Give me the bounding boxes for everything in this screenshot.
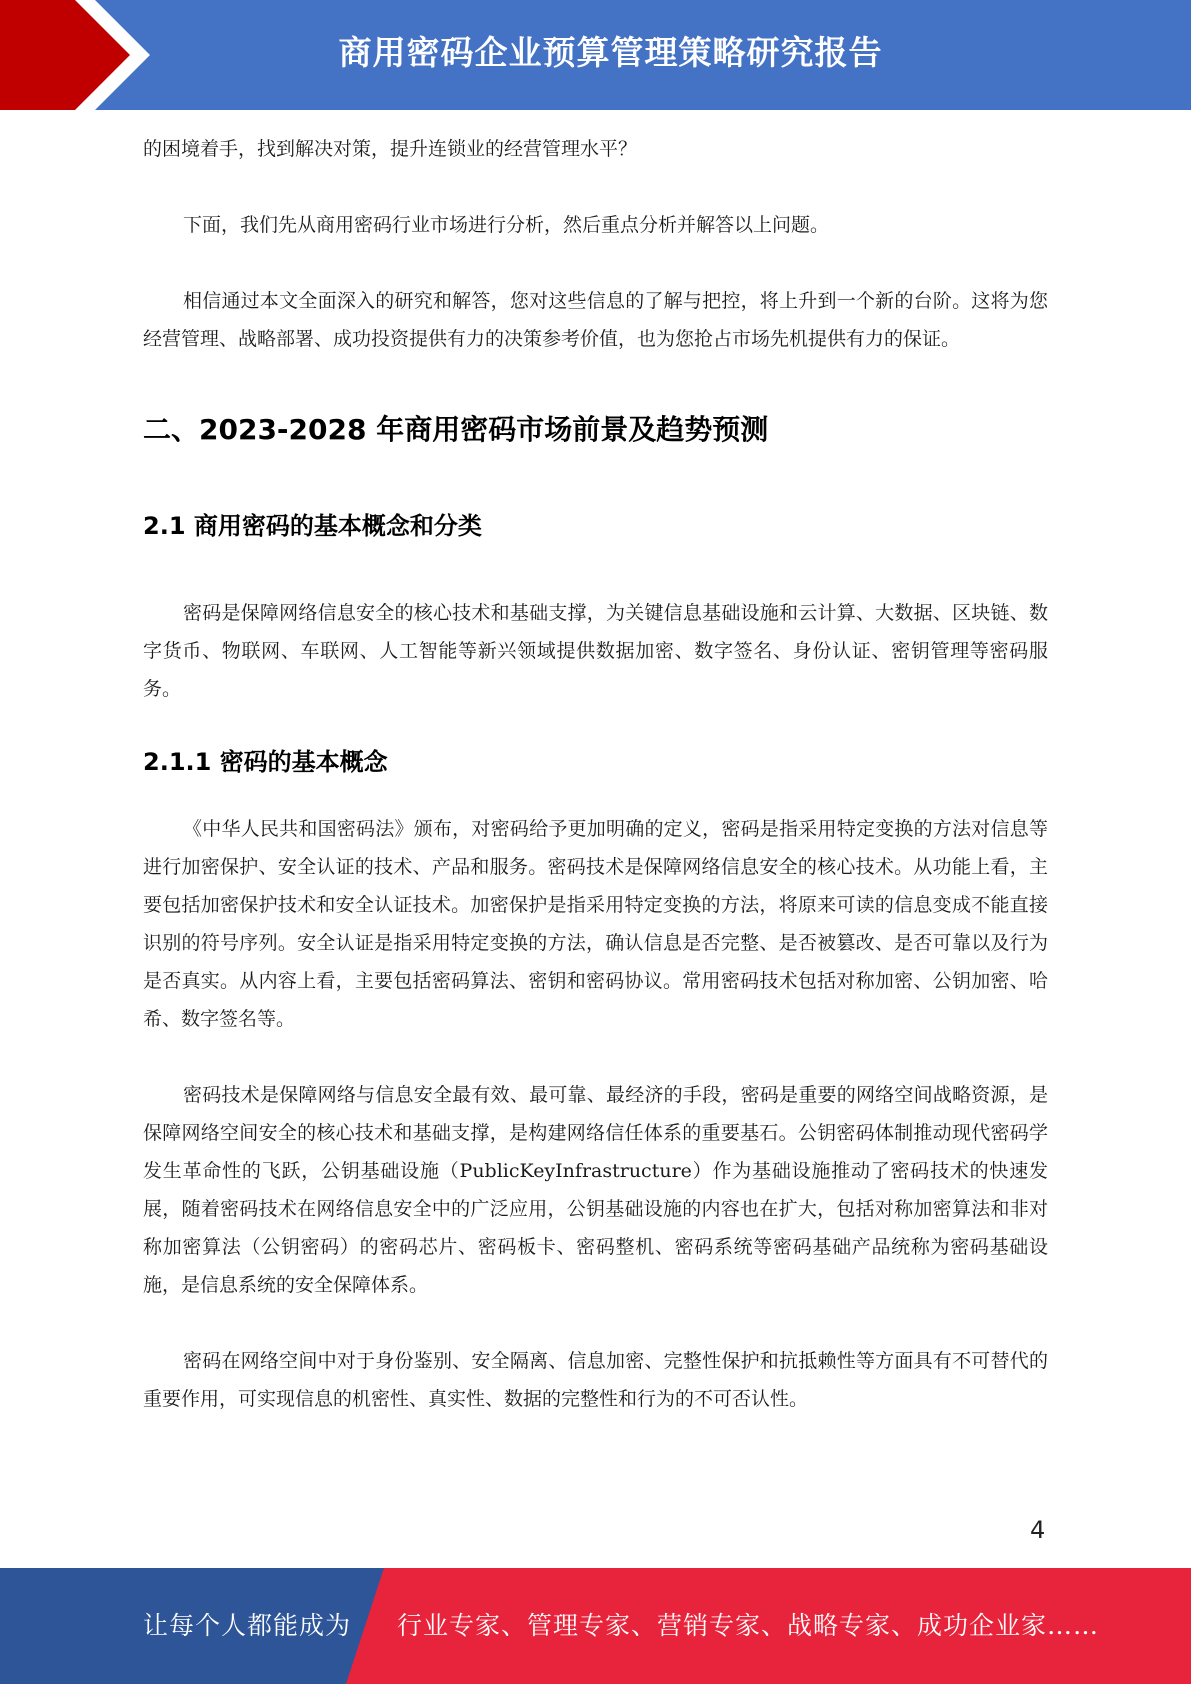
paragraph-cipher-role: 密码在网络空间中对于身份鉴别、安全隔离、信息加密、完整性保护和抗抵赖性等方面具有不可替代的重要作用，可实现信息的机密性、真实性、数据的完整性和行为的不可否认性。: [143, 1350, 1048, 1410]
paragraph-intro-value: 相信通过本文全面深入的研究和解答，您对这些信息的了解与把控，将上升到一个新的台阶。这将为您经营管理、战略部署、成功投资提供有力的决策参考价值，也为您抢占市场先机提供有力的保证。: [143, 290, 1048, 350]
paragraph-cipher-definition: 密码是保障网络信息安全的核心技术和基础支撑，为关键信息基础设施和云计算、大数据、区块链、数字货币、物联网、车联网、人工智能等新兴领域提供数据加密、数字签名、身份认证、密钥管理等密码服务。: [143, 602, 1048, 700]
section-heading: 二、2023-2028 年商用密码市场前景及趋势预测: [143, 413, 769, 446]
footer-slogan-left: 让每个人都能成为: [143, 1611, 352, 1640]
subsection-heading-2-1: 2.1 商用密码的基本概念和分类: [143, 512, 482, 540]
subsection-heading-2-1-1: 2.1.1 密码的基本概念: [143, 748, 388, 776]
footer-slogan-right: 行业专家、管理专家、营销专家、战略专家、成功企业家……: [397, 1611, 1100, 1640]
paragraph-continuation: 的困境着手，找到解决对策，提升连锁业的经营管理水平？: [143, 138, 638, 160]
header-banner: [0, 0, 1191, 110]
document-title: 商用密码企业预算管理策略研究报告: [338, 33, 883, 72]
paragraph-cipher-technology: 密码技术是保障网络与信息安全最有效、最可靠、最经济的手段，密码是重要的网络空间战略资源，是保障网络空间安全的核心技术和基础支撑，是构建网络信任体系的重要基石。公钥密码体制推动现代密码学发生革命性的飞跃，公钥基础设施（PublicKeyInfrastructure）作为基础设施推动了密码技术的快速发展，随着密码技术在网络信息安全中的广泛应用，公钥基础设施的内容也在扩大，包括对称加密算法和非对称加密算法（公钥密码）的密码芯片、密码板卡、密码整机、密码系统等密码基础产品统称为密码基础设施，是信息系统的安全保障体系。: [143, 1084, 1048, 1296]
paragraph-intro-analysis: 下面，我们先从商用密码行业市场进行分析，然后重点分析并解答以上问题。: [183, 214, 830, 236]
paragraph-cipher-law: 《中华人民共和国密码法》颁布，对密码给予更加明确的定义，密码是指采用特定变换的方法对信息等进行加密保护、安全认证的技术、产品和服务。密码技术是保障网络信息安全的核心技术。从功能上看，主要包括加密保护技术和安全认证技术。加密保护是指采用特定变换的方法，将原来可读的信息变成不能直接识别的符号序列。安全认证是指采用特定变换的方法，确认信息是否完整、是否被篡改、是否可靠以及行为是否真实。从内容上看，主要包括密码算法、密钥和密码协议。常用密码技术包括对称加密、公钥加密、哈希、数字签名等。: [143, 818, 1048, 1030]
footer-banner: [0, 1568, 1191, 1684]
page-content: [143, 130, 1048, 1418]
page-number: 4: [1030, 1516, 1046, 1544]
